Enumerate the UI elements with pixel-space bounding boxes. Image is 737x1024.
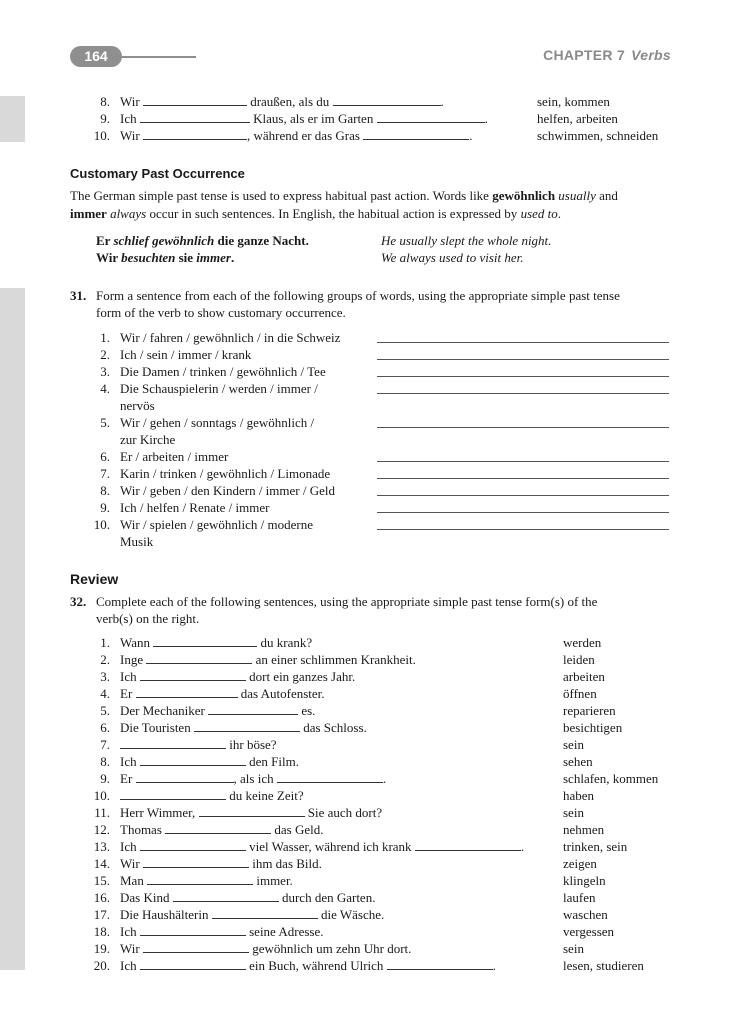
answer-blank[interactable] xyxy=(212,917,318,919)
sentence-text: Er xyxy=(120,771,133,786)
answer-blank[interactable] xyxy=(136,781,234,783)
section-heading-customary: Customary Past Occurrence xyxy=(70,166,245,181)
answer-blank[interactable] xyxy=(140,679,246,681)
answer-blank[interactable] xyxy=(143,138,247,140)
answer-blank[interactable] xyxy=(136,696,238,698)
answer-blank[interactable] xyxy=(143,866,249,868)
top-item-verbs: helfen, arbeiten xyxy=(537,111,618,126)
item-prompt: Karin / trinken / gewöhnlich / Limonade xyxy=(120,466,331,481)
sentence-text: Ich xyxy=(120,958,137,973)
exercise-number: 31. xyxy=(70,288,87,303)
sentence-text: du krank? xyxy=(260,635,313,650)
item-sentence xyxy=(120,651,416,668)
answer-blank[interactable] xyxy=(333,104,441,106)
sentence-text: das Autofenster. xyxy=(240,686,325,701)
item-prompt: Er / arbeiten / immer xyxy=(120,449,229,464)
item-number: 6. xyxy=(100,449,110,464)
item-verbs: lesen, studieren xyxy=(563,958,644,973)
example-english: We always used to visit her. xyxy=(381,250,524,265)
answer-blank[interactable] xyxy=(120,747,226,749)
text: . xyxy=(230,250,235,265)
answer-blank[interactable] xyxy=(415,849,521,851)
sentence-text: , als ich xyxy=(233,771,274,786)
text: sie xyxy=(175,250,197,265)
example-german xyxy=(96,249,234,266)
sentence-text: Die Haushälterin xyxy=(120,907,209,922)
sentence-text: Herr Wimmer, xyxy=(120,805,196,820)
exercise-instruction: Complete each of the following sentences, using the appropriate simple past tense form(s) of the xyxy=(96,594,598,609)
answer-blank[interactable] xyxy=(173,900,279,902)
sentence-text: Ich xyxy=(120,924,137,939)
sentence-text: es. xyxy=(301,703,316,718)
item-number: 8. xyxy=(100,483,110,498)
item-sentence xyxy=(120,957,496,974)
item-prompt: Ich / sein / immer / krank xyxy=(120,347,252,362)
item-prompt: Die Schauspielerin / werden / immer / xyxy=(120,381,318,396)
sentence-text: Sie auch dort? xyxy=(307,805,383,820)
sentence-text: . xyxy=(484,111,488,126)
top-item-sentence xyxy=(120,93,444,110)
sentence-text: seine Adresse. xyxy=(249,924,324,939)
item-verbs: trinken, sein xyxy=(563,839,628,854)
example-english: He usually slept the whole night. xyxy=(381,233,552,248)
item-verbs: besichtigen xyxy=(563,720,623,735)
text: and xyxy=(595,188,618,203)
item-sentence xyxy=(120,770,386,787)
item-sentence xyxy=(120,855,322,872)
top-item-number: 10. xyxy=(93,128,110,143)
item-prompt: zur Kirche xyxy=(120,432,176,447)
item-sentence xyxy=(120,753,299,770)
exercise-number: 32. xyxy=(70,594,87,609)
item-number: 2. xyxy=(100,347,110,362)
chapter-heading xyxy=(543,47,671,63)
item-prompt: Wir / geben / den Kindern / immer / Geld xyxy=(120,483,336,498)
item-number: 13. xyxy=(93,839,110,854)
sentence-text: den Film. xyxy=(249,754,299,769)
sentence-text: du keine Zeit? xyxy=(229,788,304,803)
margin-tab-side xyxy=(0,288,25,970)
answer-line[interactable] xyxy=(377,393,669,394)
sentence-text: ihr böse? xyxy=(229,737,277,752)
top-item-number: 9. xyxy=(100,111,110,126)
sentence-text: draußen, als du xyxy=(250,94,330,109)
item-verbs: schlafen, kommen xyxy=(563,771,659,786)
emphasis: schlief gewöhnlich xyxy=(113,233,215,248)
text: . xyxy=(557,206,562,221)
text: die ganze Nacht. xyxy=(214,233,309,248)
section-heading-review: Review xyxy=(70,571,119,587)
answer-blank[interactable] xyxy=(140,849,246,851)
paragraph-line xyxy=(70,187,670,205)
sentence-text: Wir xyxy=(120,941,140,956)
sentence-text: Das Kind xyxy=(120,890,170,905)
sentence-text: ihm das Bild. xyxy=(252,856,322,871)
item-prompt: nervös xyxy=(120,398,155,413)
sentence-text: Inge xyxy=(120,652,144,667)
sentence-text: Wann xyxy=(120,635,150,650)
sentence-text: dort ein ganzes Jahr. xyxy=(249,669,356,684)
sentence-text: durch den Garten. xyxy=(281,890,376,905)
item-verbs: zeigen xyxy=(563,856,597,871)
margin-tab-top xyxy=(0,96,25,142)
answer-blank[interactable] xyxy=(194,730,300,732)
item-sentence xyxy=(120,719,367,736)
italic-gloss: used to xyxy=(520,206,558,221)
item-number: 19. xyxy=(93,941,110,956)
item-verbs: werden xyxy=(563,635,602,650)
sentence-text: Wir xyxy=(120,856,140,871)
sentence-text: gewöhnlich um zehn Uhr dort. xyxy=(252,941,412,956)
answer-line[interactable] xyxy=(377,495,669,496)
item-sentence xyxy=(120,736,277,753)
paragraph-line xyxy=(70,205,670,223)
sentence-text: Man xyxy=(120,873,144,888)
item-verbs: klingeln xyxy=(563,873,606,888)
answer-line[interactable] xyxy=(377,478,669,479)
sentence-text: Ich xyxy=(120,839,137,854)
sentence-text: Thomas xyxy=(120,822,162,837)
item-number: 17. xyxy=(93,907,110,922)
answer-line[interactable] xyxy=(377,461,669,462)
item-verbs: öffnen xyxy=(563,686,597,701)
item-prompt: Wir / fahren / gewöhnlich / in die Schweiz xyxy=(120,330,341,345)
item-verbs: laufen xyxy=(563,890,596,905)
item-number: 7. xyxy=(100,737,110,752)
item-number: 10. xyxy=(93,517,110,532)
sentence-text: Er xyxy=(120,686,133,701)
item-sentence xyxy=(120,702,315,719)
answer-blank[interactable] xyxy=(277,781,383,783)
chapter-name: Verbs xyxy=(631,47,671,63)
page-number-badge: 164 xyxy=(70,46,122,67)
item-verbs: leiden xyxy=(563,652,595,667)
exercise-instruction: form of the verb to show customary occurrence. xyxy=(96,305,346,320)
item-sentence xyxy=(120,838,524,855)
item-sentence xyxy=(120,906,384,923)
item-sentence xyxy=(120,872,293,889)
answer-blank[interactable] xyxy=(387,968,493,970)
item-verbs: vergessen xyxy=(563,924,615,939)
answer-blank[interactable] xyxy=(199,815,305,817)
item-sentence xyxy=(120,923,323,940)
item-number: 3. xyxy=(100,669,110,684)
answer-blank[interactable] xyxy=(143,104,247,106)
item-sentence xyxy=(120,668,355,685)
sentence-text: an einer schlimmen Krankheit. xyxy=(255,652,416,667)
item-number: 20. xyxy=(93,958,110,973)
item-sentence xyxy=(120,804,382,821)
text: Wir xyxy=(96,250,122,265)
sentence-text: das Geld. xyxy=(274,822,324,837)
item-number: 1. xyxy=(100,330,110,345)
sentence-text: ein Buch, während Ulrich xyxy=(249,958,384,973)
answer-blank[interactable] xyxy=(146,662,252,664)
answer-blank[interactable] xyxy=(165,832,271,834)
chapter-label: CHAPTER 7 xyxy=(543,47,626,63)
item-verbs: haben xyxy=(563,788,595,803)
item-sentence xyxy=(120,634,312,651)
top-item-number: 8. xyxy=(100,94,110,109)
sentence-text: . xyxy=(469,128,473,143)
item-number: 6. xyxy=(100,720,110,735)
item-number: 7. xyxy=(100,466,110,481)
emphasis: besuchten xyxy=(121,250,176,265)
item-number: 9. xyxy=(100,771,110,786)
sentence-text: . xyxy=(520,839,525,854)
answer-line[interactable] xyxy=(377,512,669,513)
item-number: 15. xyxy=(93,873,110,888)
item-number: 5. xyxy=(100,703,110,718)
item-verbs: waschen xyxy=(563,907,608,922)
answer-blank[interactable] xyxy=(208,713,298,715)
sentence-text: . xyxy=(440,94,444,109)
bold-term: immer xyxy=(70,206,107,221)
answer-line[interactable] xyxy=(377,427,669,428)
emphasis: immer xyxy=(196,250,231,265)
item-sentence xyxy=(120,821,324,838)
item-prompt: Die Damen / trinken / gewöhnlich / Tee xyxy=(120,364,326,379)
item-number: 5. xyxy=(100,415,110,430)
text: Er xyxy=(96,233,114,248)
italic-gloss: always xyxy=(106,206,147,221)
item-number: 12. xyxy=(93,822,110,837)
sentence-text: Klaus, als er im Garten xyxy=(253,111,374,126)
item-number: 8. xyxy=(100,754,110,769)
item-verbs: sein xyxy=(563,805,584,820)
item-number: 2. xyxy=(100,652,110,667)
answer-blank[interactable] xyxy=(377,121,485,123)
sentence-text: Ich xyxy=(120,669,137,684)
example-german xyxy=(96,232,309,249)
item-verbs: arbeiten xyxy=(563,669,605,684)
item-number: 14. xyxy=(93,856,110,871)
item-prompt: Wir / gehen / sonntags / gewöhnlich / xyxy=(120,415,315,430)
answer-blank[interactable] xyxy=(363,138,469,140)
bold-term: gewöhnlich xyxy=(492,188,556,203)
item-sentence xyxy=(120,787,304,804)
sentence-text: Ich xyxy=(120,754,137,769)
answer-line[interactable] xyxy=(377,376,669,377)
answer-blank[interactable] xyxy=(143,951,249,953)
item-number: 10. xyxy=(93,788,110,803)
answer-line[interactable] xyxy=(377,342,669,343)
item-number: 18. xyxy=(93,924,110,939)
item-number: 4. xyxy=(100,381,110,396)
sentence-text: Ich xyxy=(120,111,137,126)
exercise-instruction: Form a sentence from each of the following groups of words, using the appropriate simple past tense xyxy=(96,288,620,303)
sentence-text: immer. xyxy=(256,873,293,888)
text: The German simple past tense is used to express habitual past action. Words like xyxy=(70,188,493,203)
sentence-text: Der Mechaniker xyxy=(120,703,205,718)
answer-blank[interactable] xyxy=(140,934,246,936)
item-verbs: nehmen xyxy=(563,822,605,837)
top-item-verbs: sein, kommen xyxy=(537,94,610,109)
sentence-text: . xyxy=(382,771,387,786)
item-verbs: sein xyxy=(563,941,584,956)
answer-blank[interactable] xyxy=(120,798,226,800)
answer-blank[interactable] xyxy=(140,764,246,766)
item-number: 9. xyxy=(100,500,110,515)
item-prompt: Wir / spielen / gewöhnlich / moderne xyxy=(120,517,313,532)
item-verbs: sein xyxy=(563,737,584,752)
italic-gloss: usually xyxy=(555,188,596,203)
top-item-sentence xyxy=(120,127,472,144)
item-number: 1. xyxy=(100,635,110,650)
item-sentence xyxy=(120,889,375,906)
item-verbs: sehen xyxy=(563,754,593,769)
answer-blank[interactable] xyxy=(140,968,246,970)
item-verbs: reparieren xyxy=(563,703,616,718)
answer-blank[interactable] xyxy=(153,645,257,647)
sentence-text: , während er das Gras xyxy=(246,128,360,143)
answer-blank[interactable] xyxy=(140,121,250,123)
top-item-verbs: schwimmen, schneiden xyxy=(537,128,659,143)
sentence-text: Wir xyxy=(120,94,140,109)
text: occur in such sentences. In English, the habitual action is expressed by xyxy=(146,206,521,221)
sentence-text: das Schloss. xyxy=(303,720,367,735)
exercise-instruction: verb(s) on the right. xyxy=(96,611,200,626)
item-sentence xyxy=(120,940,411,957)
item-prompt: Ich / helfen / Renate / immer xyxy=(120,500,270,515)
customary-paragraph xyxy=(70,187,670,223)
answer-line[interactable] xyxy=(377,359,669,360)
item-number: 16. xyxy=(93,890,110,905)
item-number: 4. xyxy=(100,686,110,701)
sentence-text: Wir xyxy=(120,128,140,143)
sentence-text: . xyxy=(492,958,496,973)
sentence-text: Die Touristen xyxy=(120,720,191,735)
sentence-text: die Wäsche. xyxy=(320,907,385,922)
item-prompt: Musik xyxy=(120,534,154,549)
answer-blank[interactable] xyxy=(147,883,253,885)
item-number: 3. xyxy=(100,364,110,379)
header-rule xyxy=(118,56,196,58)
item-number: 11. xyxy=(94,805,110,820)
sentence-text: viel Wasser, während ich krank xyxy=(249,839,412,854)
top-item-sentence xyxy=(120,110,488,127)
answer-line[interactable] xyxy=(377,529,669,530)
item-sentence xyxy=(120,685,325,702)
